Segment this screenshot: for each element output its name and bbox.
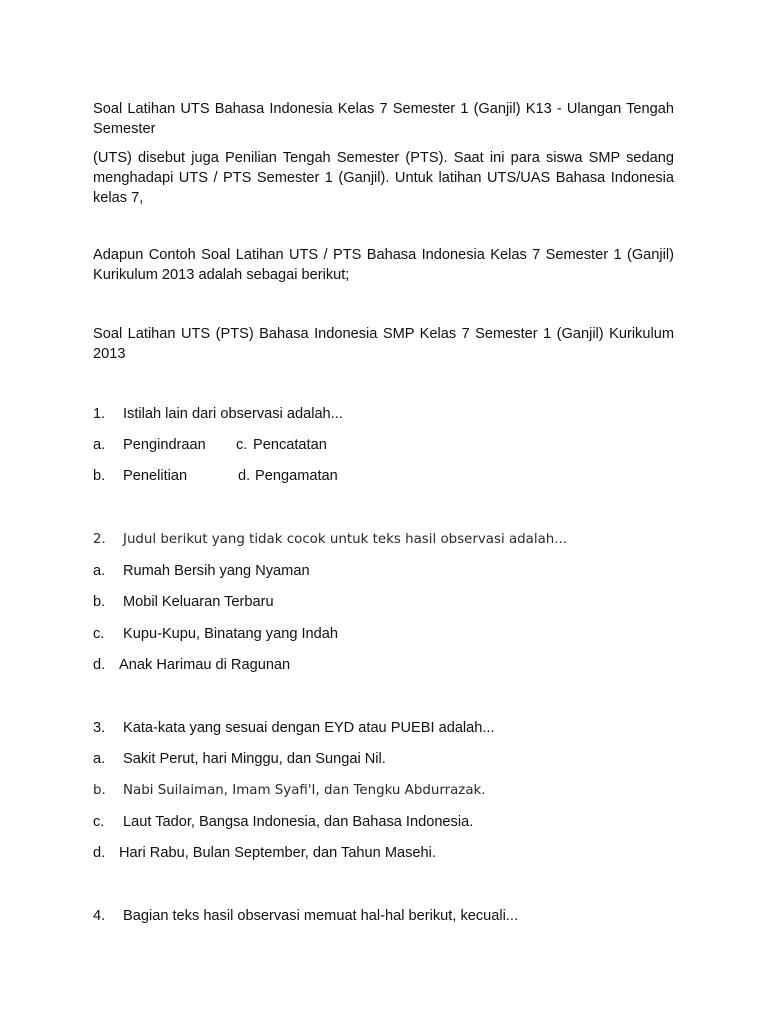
question-text: Judul berikut yang tidak cocok untuk teks hasil observasi adalah... (123, 532, 568, 547)
option-text: Mobil Keluaran Terbaru (123, 594, 274, 610)
example-paragraph: Adapun Contoh Soal Latihan UTS / PTS Bahasa Indonesia Kelas 7 Semester 1 (Ganjil) Kurikulum 2013 adalah sebagai berikut; (93, 247, 674, 283)
option-label: c. (93, 626, 105, 642)
option-label: b. (93, 468, 106, 484)
option-text: Penelitian (123, 468, 188, 484)
option-text: Anak Harimau di Ragunan (119, 657, 291, 673)
option-label: d. (93, 845, 106, 861)
question-text: Istilah lain dari observasi adalah... (123, 406, 343, 422)
option-text: Pencatatan (253, 437, 327, 453)
option-text: Nabi Suilaiman, Imam Syafi'I, dan Tengku Abdurrazak. (123, 783, 486, 798)
option-text: Rumah Bersih yang Nyaman (123, 563, 310, 579)
option-text: Pengamatan (255, 468, 338, 484)
option-text: Kupu-Kupu, Binatang yang Indah (123, 626, 339, 642)
option-label: c. (236, 437, 248, 453)
option-label: c. (93, 814, 105, 830)
option-label: a. (93, 437, 106, 453)
option-label: d. (238, 468, 251, 484)
option-text: Laut Tador, Bangsa Indonesia, dan Bahasa Indonesia. (123, 814, 474, 830)
option-label: b. (93, 594, 106, 610)
question-number: 3. (93, 720, 106, 736)
option-text: Sakit Perut, hari Minggu, dan Sungai Nil. (123, 751, 386, 767)
question-text: Kata-kata yang sesuai dengan EYD atau PUEBI adalah... (123, 720, 495, 736)
option-label: a. (93, 563, 106, 579)
document-title-paragraph: Soal Latihan UTS Bahasa Indonesia Kelas 7 Semester 1 (Ganjil) K13 - Ulangan Tengah Semester (93, 101, 674, 137)
option-label: a. (93, 751, 106, 767)
section-heading: Soal Latihan UTS (PTS) Bahasa Indonesia SMP Kelas 7 Semester 1 (Ganjil) Kurikulum 2013 (93, 326, 674, 362)
option-label: d. (93, 657, 106, 673)
question-number: 2. (93, 532, 106, 547)
option-text: Pengindraan (123, 437, 206, 453)
option-text: Hari Rabu, Bulan September, dan Tahun Masehi. (119, 845, 436, 861)
question-number: 4. (93, 908, 106, 924)
intro-paragraph: (UTS) disebut juga Penilian Tengah Semester (PTS). Saat ini para siswa SMP sedang menghadapi UTS / PTS Semester 1 (Ganjil). Untuk latihan UTS/UAS Bahasa Indonesia kelas 7, (93, 150, 674, 206)
question-number: 1. (93, 406, 106, 422)
question-text: Bagian teks hasil observasi memuat hal-hal berikut, kecuali... (123, 908, 519, 924)
option-label: b. (93, 783, 106, 798)
